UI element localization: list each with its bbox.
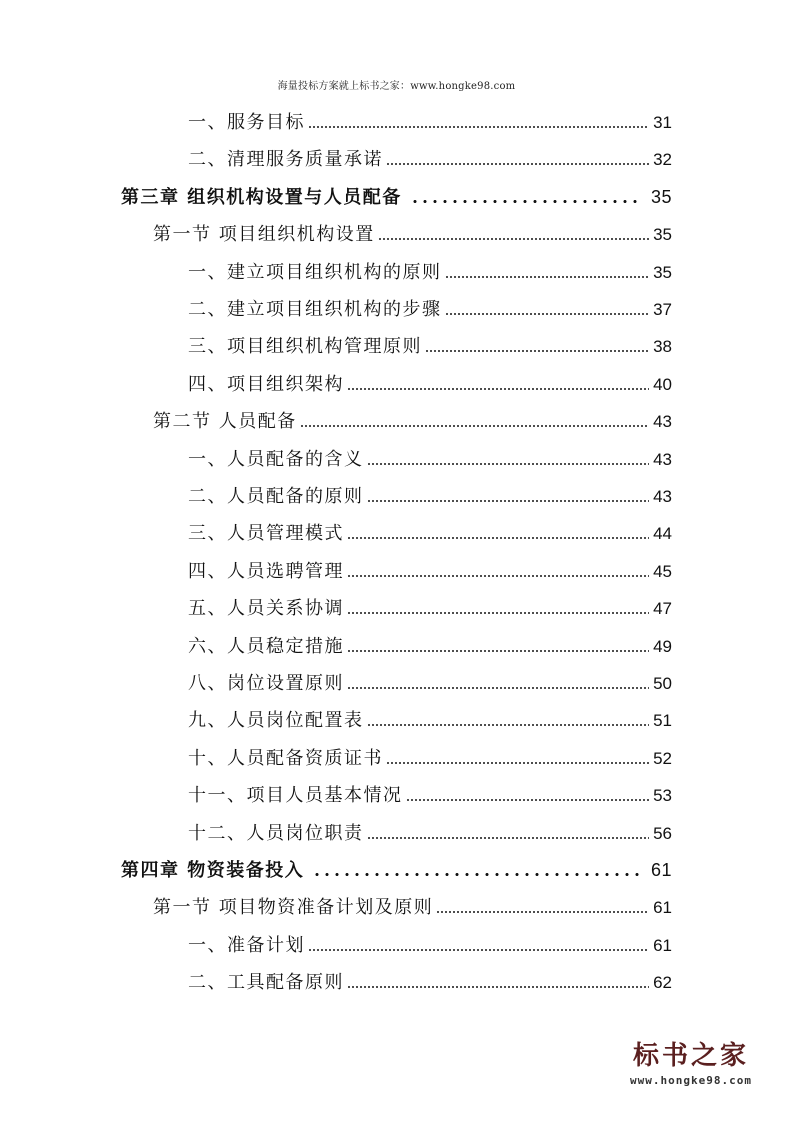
toc-entry-title: 三、项目组织机构管理原则 <box>188 336 422 358</box>
toc-entry-item[interactable] <box>188 258 672 284</box>
toc-entry-title: 一、服务目标 <box>188 112 305 133</box>
toc-dot-leader <box>312 873 641 876</box>
toc-dot-leader <box>406 799 650 801</box>
toc-dot-leader <box>347 388 649 390</box>
toc-dot-leader <box>347 687 649 689</box>
toc-entry-section[interactable] <box>153 407 672 433</box>
toc-entry-title: 六、人员稳定措施 <box>188 635 344 657</box>
toc-page-number: 45 <box>653 561 672 581</box>
toc-page-number: 35 <box>653 225 672 245</box>
toc-entry-item[interactable] <box>188 332 672 358</box>
toc-entry-title: 四、人员选聘管理 <box>188 560 344 582</box>
toc-page-number: 35 <box>650 186 672 207</box>
toc-page-number: 52 <box>653 748 672 768</box>
toc-dot-leader <box>308 126 649 128</box>
toc-entry-item[interactable] <box>188 706 672 732</box>
toc-entry-item[interactable] <box>188 968 672 994</box>
toc-entry-title: 第四章 物资装备投入 <box>121 860 305 881</box>
toc-dot-leader <box>367 463 650 465</box>
toc-dot-leader <box>347 612 649 614</box>
toc-page-number: 53 <box>653 786 672 806</box>
toc-entry-chapter[interactable] <box>121 856 672 882</box>
toc-dot-leader <box>347 575 649 577</box>
toc-entry-item[interactable] <box>188 819 672 845</box>
toc-entry-item[interactable] <box>188 632 672 658</box>
toc-dot-leader <box>386 163 649 165</box>
toc-entry-item[interactable] <box>188 295 672 321</box>
toc-entry-item[interactable] <box>188 744 672 770</box>
toc-entry-title: 第一节 项目物资准备计划及原则 <box>153 897 434 919</box>
toc-entry-title: 第二节 人员配备 <box>153 411 297 433</box>
toc-entry-title: 十一、项目人员基本情况 <box>188 785 403 807</box>
toc-entry-title: 八、岗位设置原则 <box>188 673 344 694</box>
toc-dot-leader <box>347 537 649 539</box>
toc-page-number: 38 <box>653 337 672 357</box>
toc-dot-leader <box>367 837 650 839</box>
toc-entry-title: 九、人员岗位配置表 <box>188 710 364 732</box>
toc-page-number: 56 <box>653 823 672 843</box>
toc-dot-leader <box>445 313 650 315</box>
logo-mark: 标书之家 <box>632 1041 749 1071</box>
toc-dot-leader <box>300 425 649 427</box>
toc-entry-title: 第三章 组织机构设置与人员配备 <box>121 186 402 208</box>
toc-entry-title: 十二、人员岗位职责 <box>188 822 364 844</box>
toc-dot-leader <box>386 762 649 764</box>
toc-entry-title: 二、清理服务质量承诺 <box>188 149 383 171</box>
toc-page-number: 61 <box>653 935 672 955</box>
toc-page-number: 32 <box>653 150 672 170</box>
toc-page-number: 40 <box>653 374 672 394</box>
toc-page-number: 44 <box>653 524 672 544</box>
toc-dot-leader <box>425 350 649 352</box>
toc-page-number: 43 <box>653 487 672 506</box>
toc-entry-item[interactable] <box>188 594 672 620</box>
toc-page-number: 43 <box>653 449 672 469</box>
toc-entry-item[interactable] <box>188 669 672 695</box>
toc-entry-title: 一、人员配备的含义 <box>188 448 364 470</box>
toc-entry-title: 十、人员配备资质证书 <box>188 747 383 769</box>
toc-page-number: 47 <box>653 599 672 619</box>
toc-entry-section[interactable] <box>153 893 672 919</box>
toc-dot-leader <box>378 238 649 240</box>
toc-entry-item[interactable] <box>188 519 672 545</box>
toc-entry-item[interactable] <box>188 108 672 134</box>
toc-entry-title: 四、项目组织架构 <box>188 373 344 395</box>
toc-entry-item[interactable] <box>188 482 672 508</box>
toc-dot-leader <box>410 200 641 203</box>
toc-dot-leader <box>436 911 649 913</box>
toc-entry-chapter[interactable] <box>121 183 672 209</box>
toc-page-number: 61 <box>650 860 672 880</box>
toc-dot-leader <box>445 276 650 278</box>
toc-entry-item[interactable] <box>188 370 672 396</box>
toc-page-number: 50 <box>653 674 672 693</box>
toc-page-number: 35 <box>653 262 672 282</box>
toc-entry-title: 第一节 项目组织机构设置 <box>153 224 375 246</box>
toc-page-number: 37 <box>653 300 672 319</box>
toc-entry-title: 二、建立项目组织机构的步骤 <box>188 299 442 320</box>
toc-entry-title: 三、人员管理模式 <box>188 523 344 545</box>
toc-entry-title: 二、工具配备原则 <box>188 972 344 994</box>
toc-page-number: 49 <box>653 636 672 656</box>
toc-page-number: 61 <box>653 898 672 918</box>
toc-dot-leader <box>347 986 649 988</box>
toc-entry-title: 一、准备计划 <box>188 934 305 956</box>
toc-entry-item[interactable] <box>188 145 672 171</box>
toc-page-number: 43 <box>653 412 672 432</box>
toc-dot-leader <box>308 949 649 951</box>
toc-entry-title: 五、人员关系协调 <box>188 598 344 620</box>
toc-dot-leader <box>367 724 650 726</box>
toc-entry-item[interactable] <box>188 781 672 807</box>
logo-url: www.hongke98.com <box>630 1074 752 1087</box>
toc-page-number: 31 <box>653 113 672 132</box>
toc-page-number: 51 <box>653 711 672 731</box>
toc-entry-item[interactable] <box>188 445 672 471</box>
toc-page-number: 62 <box>653 973 672 993</box>
page-header: 海量投标方案就上标书之家：www.hongke98.com <box>277 81 516 92</box>
toc-dot-leader <box>367 500 650 502</box>
toc-entry-item[interactable] <box>188 931 672 957</box>
toc-entry-title: 二、人员配备的原则 <box>188 486 364 507</box>
watermark-logo <box>611 1040 771 1100</box>
toc-entry-section[interactable] <box>153 220 672 246</box>
toc-dot-leader <box>347 650 649 652</box>
toc-entry-title: 一、建立项目组织机构的原则 <box>188 261 442 283</box>
toc-entry-item[interactable] <box>188 557 672 583</box>
